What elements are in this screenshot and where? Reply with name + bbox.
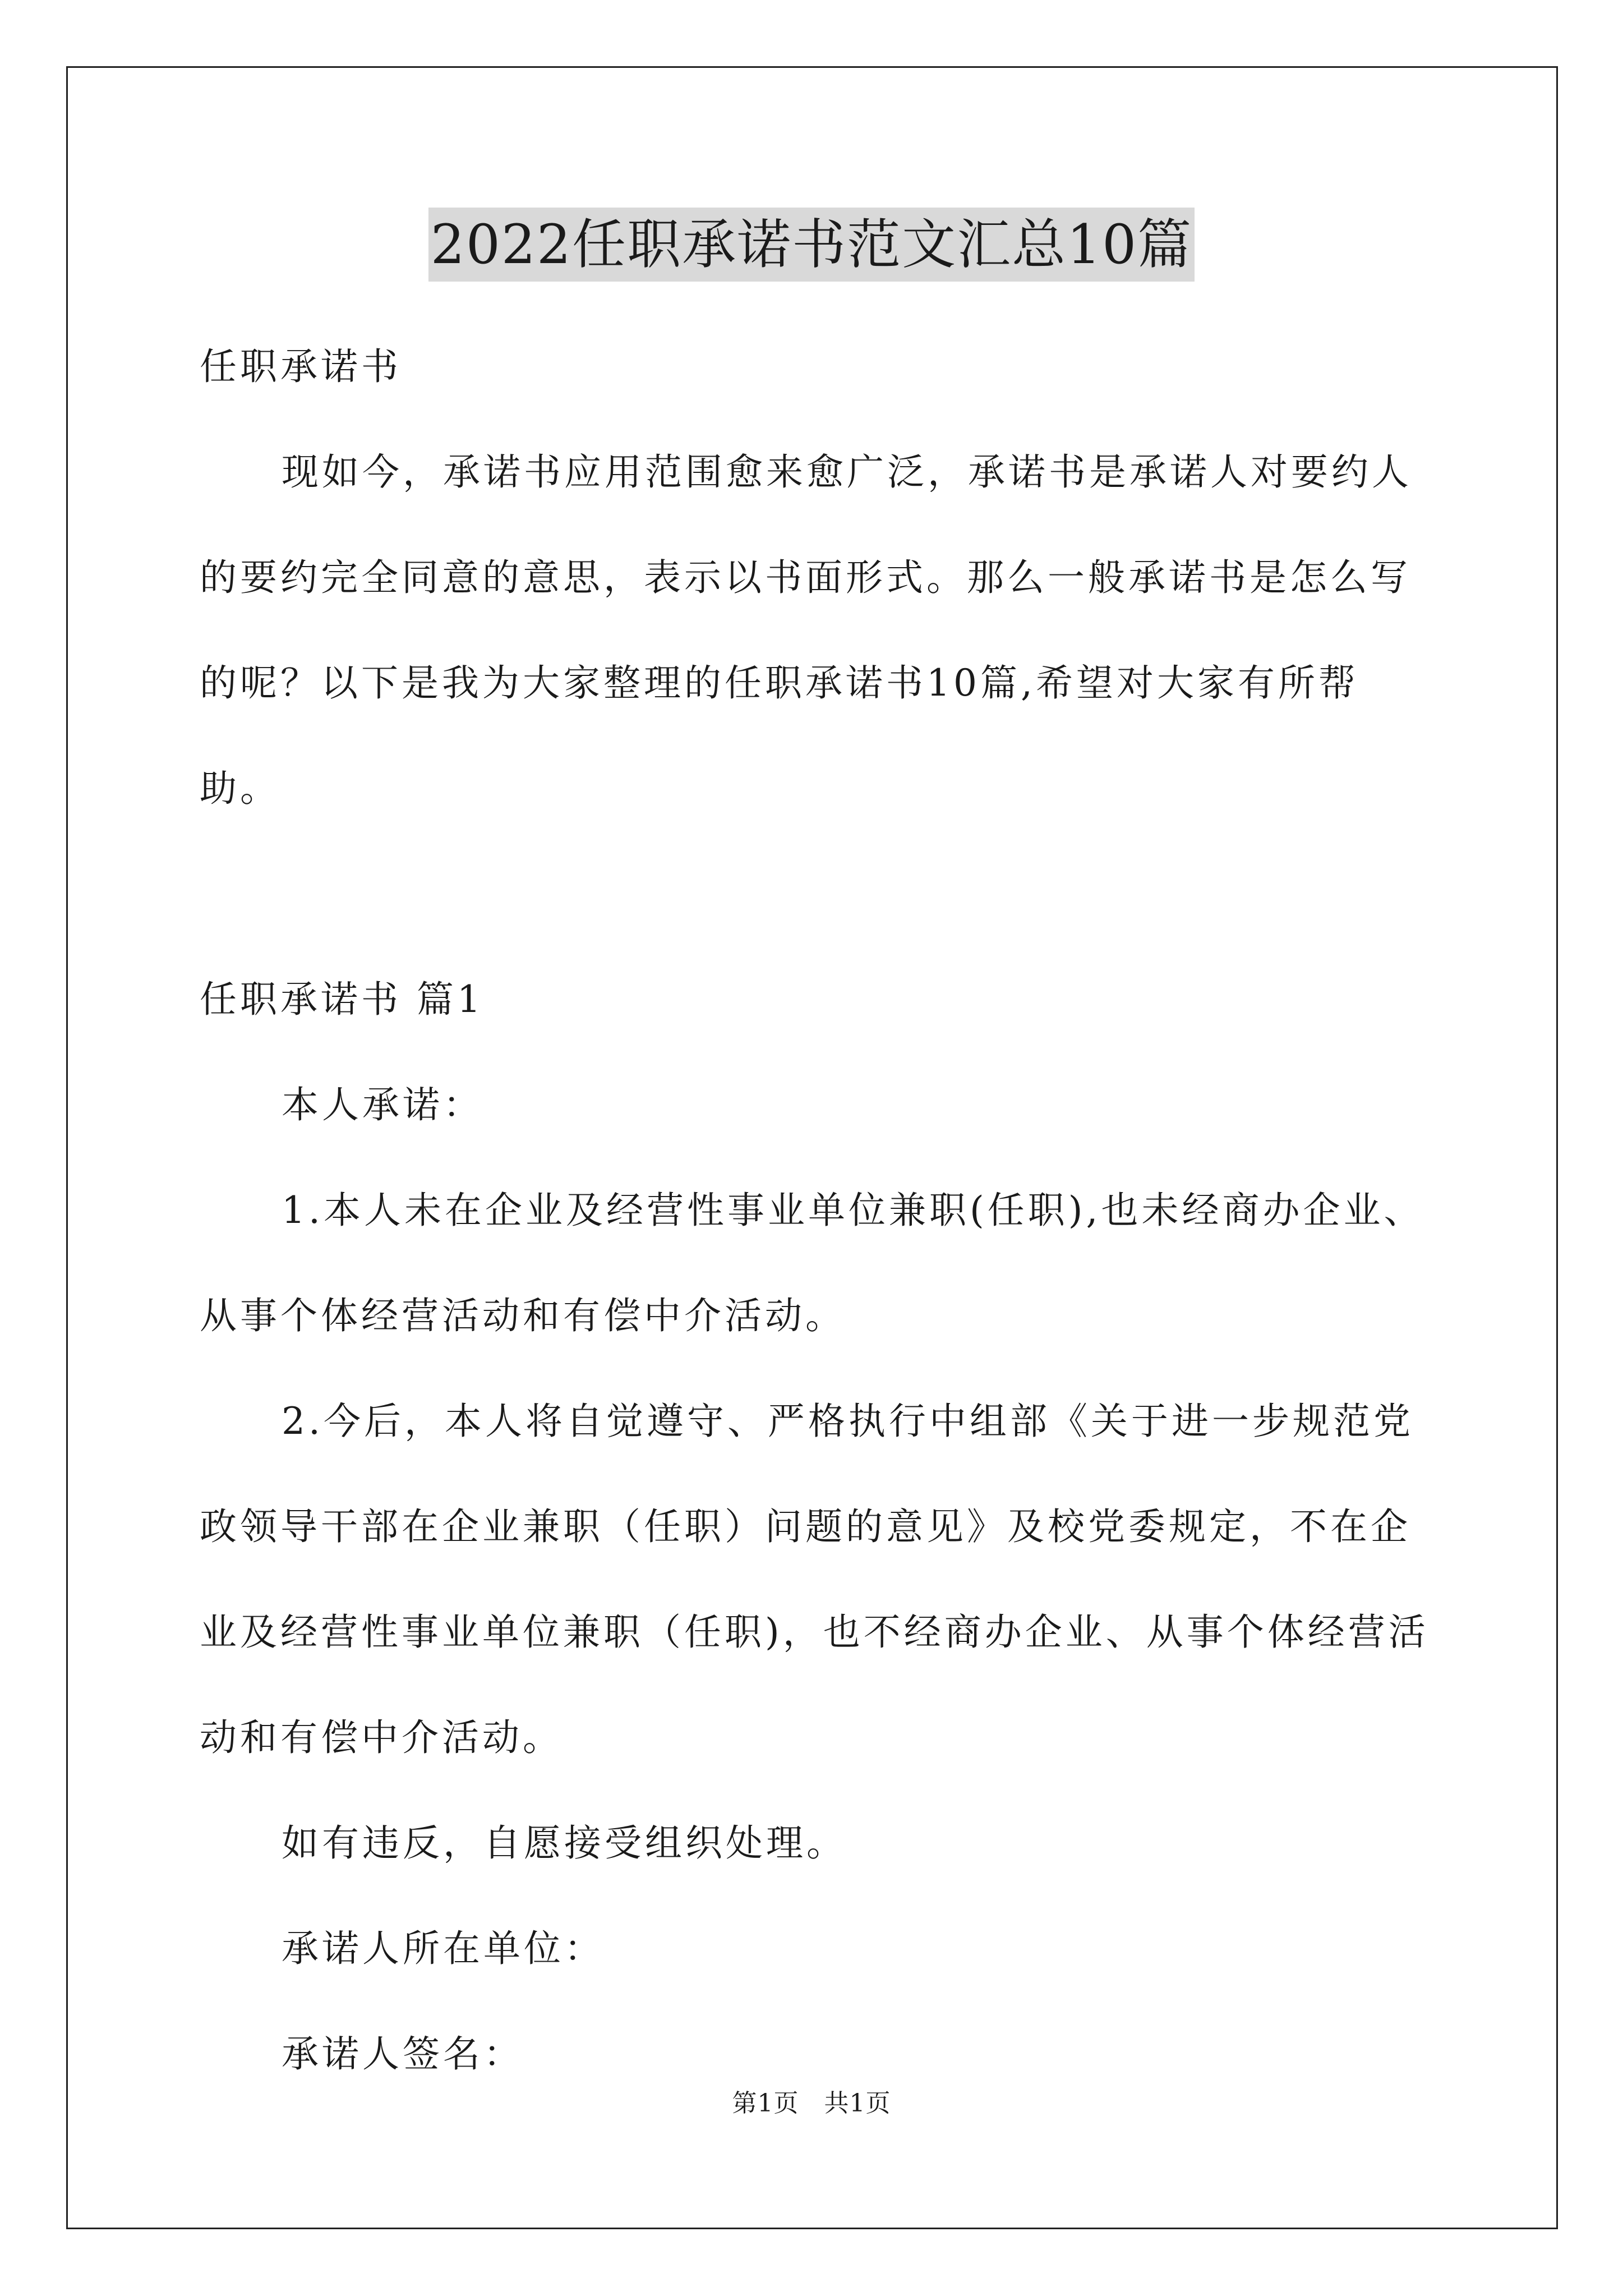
pledge-intro: 本人承诺：: [282, 1083, 483, 1126]
violation-clause: 如有违反，自愿接受组织处理。: [282, 1821, 847, 1865]
unit-field-label: 承诺人所在单位：: [282, 1927, 605, 1970]
page-footer: 第1页 共1页: [732, 2089, 891, 2118]
intro-paragraph: 现如今，承诺书应用范围愈来愈广泛，承诺书是承诺人对要约人的要约完全同意的意思，表示以书面形式。那么一般承诺书是怎么写的呢？以下是我为大家整理的任职承诺书10篇,希望对大家有所帮助。: [200, 450, 1412, 810]
spacer: [200, 841, 1433, 947]
document-body: [200, 314, 1433, 2107]
section-heading-intro: 任职承诺书: [200, 345, 402, 388]
title-container: [0, 208, 1623, 282]
pledge-item-1: 1.本人未在企业及经营性事业单位兼职(任职),也未经商办企业、从事个体经营活动和有偿中介活动。: [200, 1189, 1424, 1337]
pledge-item-2: 2.今后，本人将自觉遵守、严格执行中组部《关于进一步规范党政领导干部在企业兼职（任职）问题的意见》及校党委规定，不在企业及经营性事业单位兼职（任职)，也不经商办企业、从事个体经营活动和有偿中介活动。: [200, 1400, 1429, 1759]
signature-field-label: 承诺人签名：: [282, 2032, 524, 2076]
section-heading-part-1: 任职承诺书 篇1: [200, 978, 484, 1021]
document-title: 2022任职承诺书范文汇总10篇: [428, 208, 1195, 282]
